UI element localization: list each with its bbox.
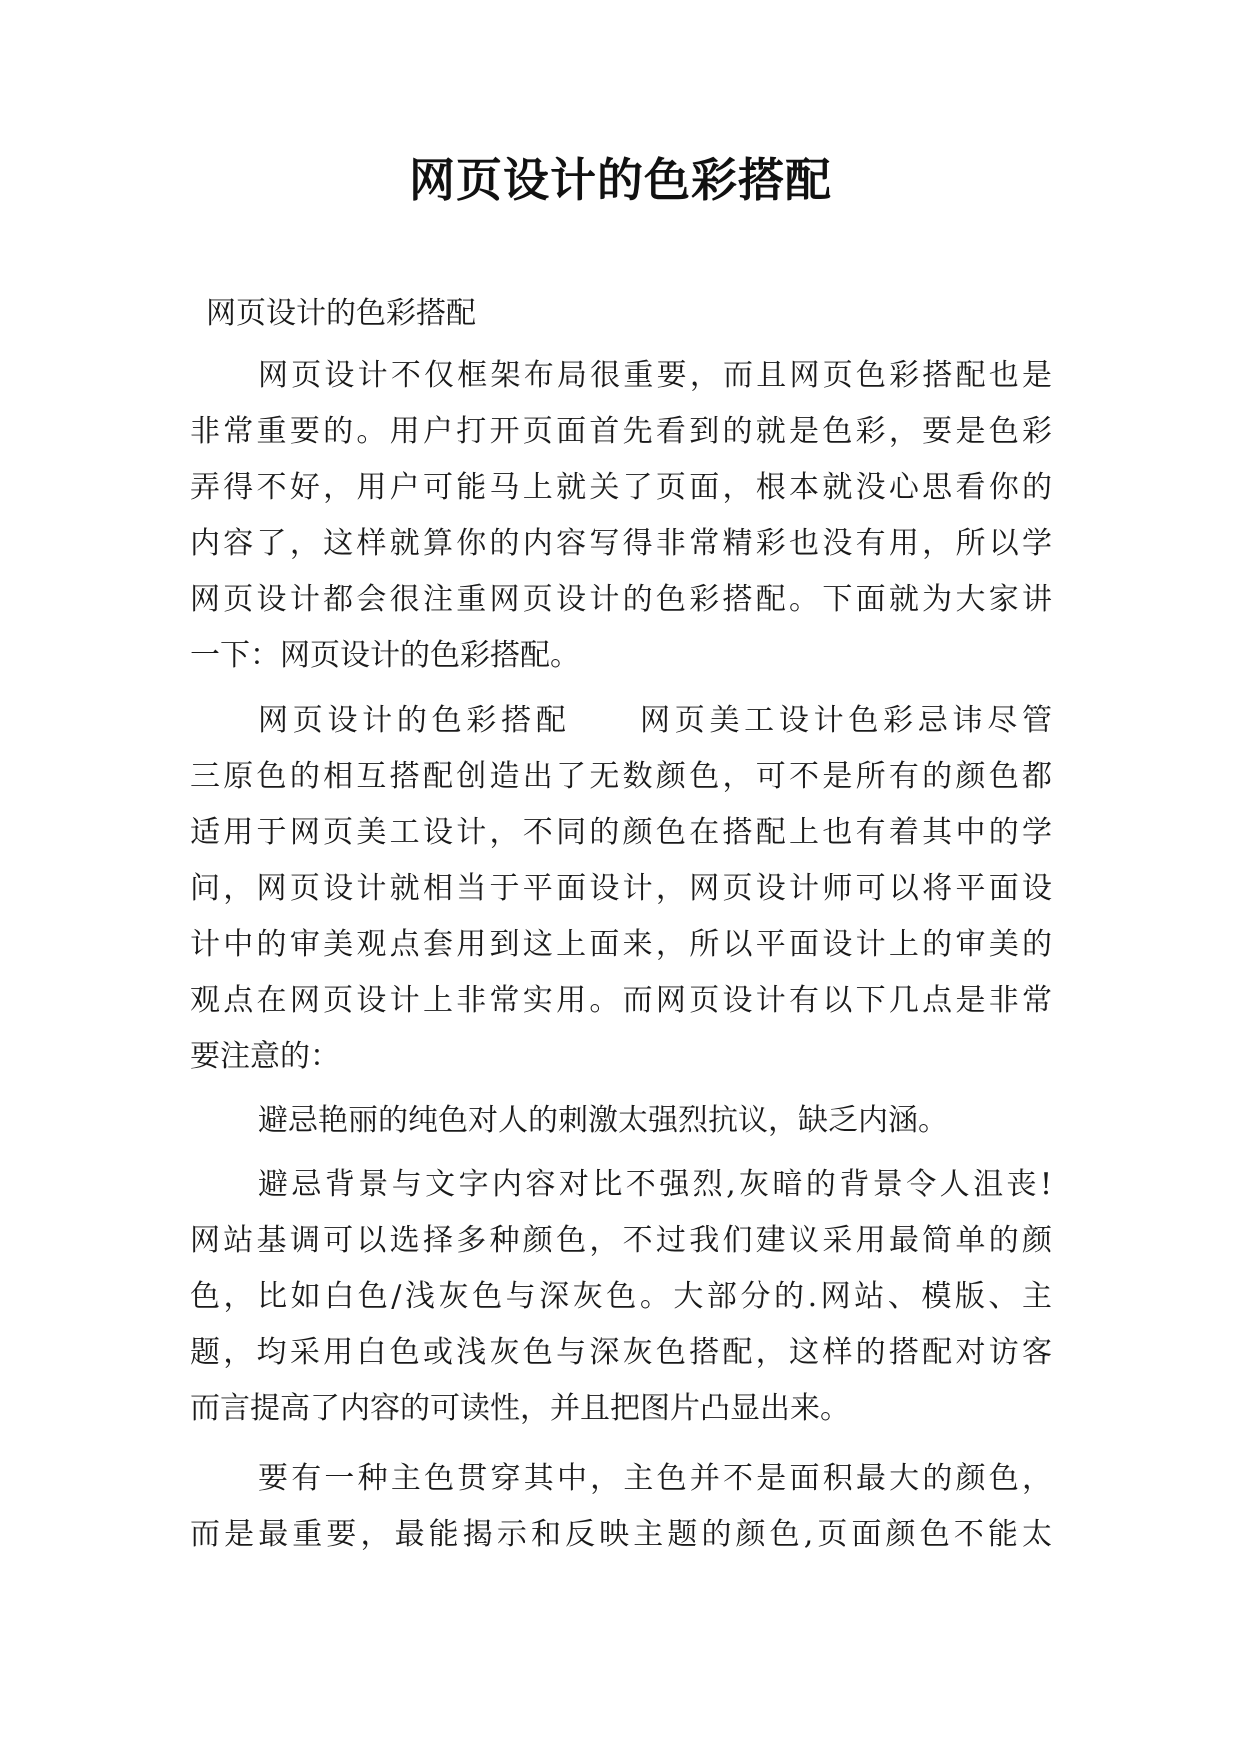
paragraph-line: 问，网页设计就相当于平面设计，网页设计师可以将平面设 — [190, 871, 1052, 906]
paragraph-line: 计中的审美观点套用到这上面来，所以平面设计上的审美的 — [190, 927, 1052, 962]
paragraph-line: 要有一种主色贯穿其中，主色并不是面积最大的颜色， — [258, 1461, 1052, 1496]
paragraph-line: 弄得不好，用户可能马上就关了页面，根本就没心思看你的 — [190, 470, 1052, 505]
paragraph-line: 非常重要的。用户打开页面首先看到的就是色彩，要是色彩 — [190, 414, 1052, 449]
paragraph-line: 题，均采用白色或浅灰色与深灰色搭配，这样的搭配对访客 — [190, 1335, 1052, 1370]
paragraph-line: 要注意的： — [190, 1039, 340, 1074]
paragraph-line: 适用于网页美工设计，不同的颜色在搭配上也有着其中的学 — [190, 815, 1052, 850]
paragraph-line: 网页设计都会很注重网页设计的色彩搭配。下面就为大家讲 — [190, 582, 1052, 617]
paragraph-line: 避忌艳丽的纯色对人的刺激太强烈抗议，缺乏内涵。 — [258, 1103, 948, 1138]
paragraph-line: 三原色的相互搭配创造出了无数颜色，可不是所有的颜色都 — [190, 759, 1052, 794]
paragraph-line: 而是最重要，最能揭示和反映主题的颜色,页面颜色不能太 — [190, 1517, 1052, 1552]
paragraph-line: 一下：网页设计的色彩搭配。 — [190, 638, 580, 673]
paragraph-line: 内容了，这样就算你的内容写得非常精彩也没有用，所以学 — [190, 526, 1052, 561]
paragraph-line: 网页设计的色彩搭配 网页美工设计色彩忌讳尽管 — [258, 703, 1052, 738]
paragraph-line: 而言提高了内容的可读性，并且把图片凸显出来。 — [190, 1391, 850, 1426]
document-title: 网页设计的色彩搭配 — [409, 153, 832, 207]
paragraph-line: 色，比如白色/浅灰色与深灰色。大部分的.网站、模版、主 — [190, 1279, 1052, 1314]
paragraph-line: 避忌背景与文字内容对比不强烈,灰暗的背景令人沮丧! — [258, 1167, 1052, 1202]
document-subtitle: 网页设计的色彩搭配 — [206, 296, 476, 331]
paragraph-line: 网页设计不仅框架布局很重要，而且网页色彩搭配也是 — [258, 358, 1052, 393]
paragraph-line: 观点在网页设计上非常实用。而网页设计有以下几点是非常 — [190, 983, 1052, 1018]
paragraph-line: 网站基调可以选择多种颜色，不过我们建议采用最简单的颜 — [190, 1223, 1052, 1258]
